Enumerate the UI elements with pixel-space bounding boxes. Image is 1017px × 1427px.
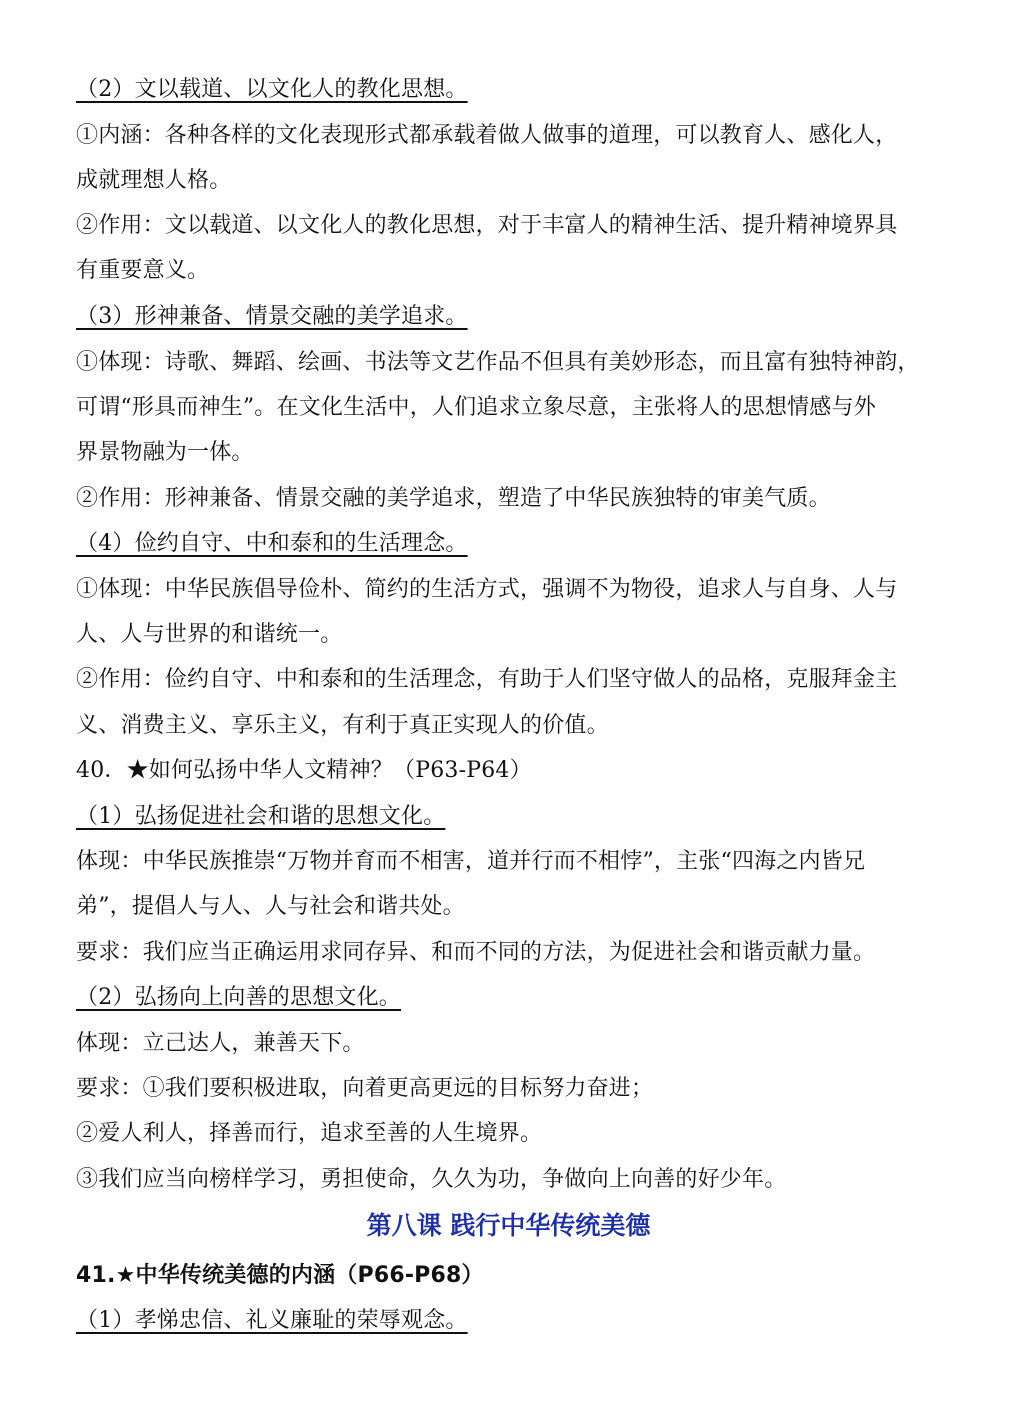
paragraph-line: ②作用：俭约自守、中和泰和的生活理念，有助于人们坚守做人的品格，克服拜金主 — [76, 667, 898, 692]
paragraph-line: 有重要意义。 — [76, 258, 210, 283]
chapter-title: 第八课 践行中华传统美德 — [366, 1211, 651, 1240]
question-40: 40．★如何弘扬中华人文精神？（P63-P64） — [76, 758, 532, 783]
paragraph-line: ③我们应当向榜样学习，勇担使命，久久为功，争做向上向善的好少年。 — [76, 1167, 787, 1192]
paragraph-line: 界景物融为一体。 — [76, 440, 254, 465]
paragraph-line: 要求：我们应当正确运用求同存异、和而不同的方法，为促进社会和谐贡献力量。 — [76, 940, 876, 965]
paragraph-line: 体现：立己达人，兼善天下。 — [76, 1031, 365, 1056]
paragraph-line: 体现：中华民族推崇“万物并育而不相害，道并行而不相悖”，主张“四海之内皆兄 — [76, 849, 866, 874]
subheading-40-2: （2）弘扬向上向善的思想文化。 — [76, 985, 401, 1010]
paragraph-line: 弟”，提倡人与人、人与社会和谐共处。 — [76, 894, 465, 919]
subheading-2: （2）文以载道、以文化人的教化思想。 — [76, 77, 468, 102]
paragraph-line: ②作用：形神兼备、情景交融的美学追求，塑造了中华民族独特的审美气质。 — [76, 486, 831, 511]
paragraph-line: 成就理想人格。 — [76, 168, 232, 193]
paragraph-line: ②爱人利人，择善而行，追求至善的人生境界。 — [76, 1121, 543, 1146]
paragraph-line: 义、消费主义、享乐主义，有利于真正实现人的价值。 — [76, 713, 609, 738]
paragraph-line: 可谓“形具而神生”。在文化生活中，人们追求立象尽意，主张将人的思想情感与外 — [76, 395, 876, 420]
question-41: 41.★中华传统美德的内涵（P66-P68） — [76, 1263, 484, 1288]
paragraph-line: 人、人与世界的和谐统一。 — [76, 622, 343, 647]
paragraph-line: 要求：①我们要积极进取，向着更高更远的目标努力奋进； — [76, 1076, 654, 1101]
subheading-40-1: （1）弘扬促进社会和谐的思想文化。 — [76, 804, 446, 829]
paragraph-line: ①体现：中华民族倡导俭朴、简约的生活方式，强调不为物役，追求人与自身、人与 — [76, 577, 898, 602]
subheading-3: （3）形神兼备、情景交融的美学追求。 — [76, 304, 468, 329]
paragraph-line: ②作用：文以载道、以文化人的教化思想，对于丰富人的精神生活、提升精神境界具 — [76, 213, 898, 238]
paragraph-line: ①体现：诗歌、舞蹈、绘画、书法等文艺作品不但具有美妙形态，而且富有独特神韵， — [76, 350, 920, 375]
paragraph-line: ①内涵：各种各样的文化表现形式都承载着做人做事的道理，可以教育人、感化人， — [76, 123, 898, 148]
subheading-4: （4）俭约自守、中和泰和的生活理念。 — [76, 531, 468, 556]
subheading-41-1: （1）孝悌忠信、礼义廉耻的荣辱观念。 — [76, 1308, 468, 1333]
